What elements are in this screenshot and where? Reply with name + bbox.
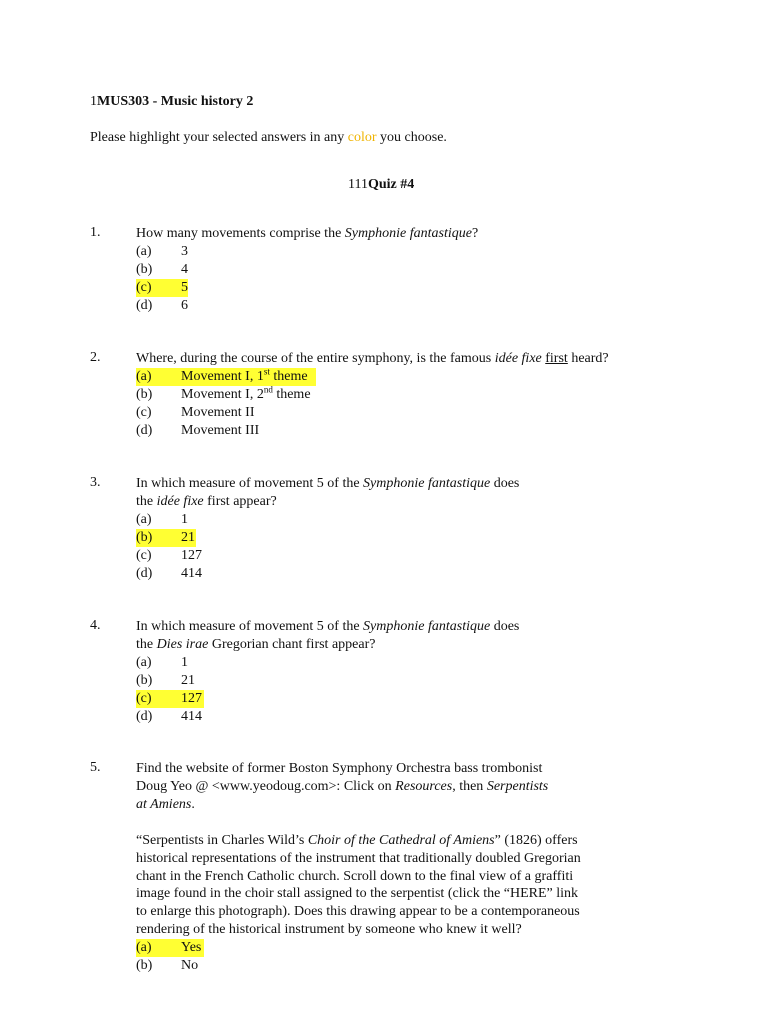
paragraph-line-6: rendering of the historical instrument by someone who knew it well? <box>136 921 522 937</box>
option-d[interactable] <box>136 708 650 726</box>
option-text <box>181 386 311 404</box>
option-text: Movement III <box>181 423 260 438</box>
option-b[interactable] <box>136 672 650 690</box>
option-b[interactable] <box>136 261 650 279</box>
option-letter: (c) <box>136 548 152 563</box>
question-text-part: How many movements comprise the <box>136 226 345 241</box>
course-code-prefix: 1 <box>90 94 97 109</box>
work-title: Symphonie fantastique <box>363 476 491 491</box>
paragraph-line-3: chant in the French Catholic church. Scroll down to the final view of a graffiti <box>136 868 574 884</box>
option-letter: (d) <box>136 709 153 724</box>
option-text: 414 <box>181 709 202 724</box>
question-text-line-1 <box>136 475 650 493</box>
option-a[interactable] <box>136 654 650 672</box>
option-text: Yes <box>181 939 202 955</box>
option-letter: (b) <box>136 673 153 688</box>
work-title: Symphonie fantastique <box>363 619 491 634</box>
option-c-selected[interactable] <box>136 690 204 708</box>
instruction-after: you choose. <box>376 130 447 145</box>
ordinal-suffix: st <box>263 366 270 377</box>
question-text-part: , then <box>452 779 487 794</box>
option-text: No <box>181 957 199 973</box>
option-letter: (a) <box>136 369 152 384</box>
question-1 <box>90 225 650 315</box>
option-d[interactable] <box>136 297 650 315</box>
option-c[interactable] <box>136 547 650 565</box>
option-text: 127 <box>181 548 202 563</box>
course-title <box>90 94 253 110</box>
paragraph-line-4: image found in the choir stall assigned to the serpentist (click the “HERE” link <box>136 886 579 902</box>
option-letter: (b) <box>136 957 153 973</box>
option-letter: (d) <box>136 298 153 313</box>
option-letter: (a) <box>136 939 152 955</box>
question-text-part: Gregorian chant first appear? <box>208 637 376 652</box>
option-a-selected[interactable] <box>136 939 204 957</box>
option-text: 21 <box>181 673 195 688</box>
option-b[interactable] <box>136 386 650 404</box>
question-text-part: In which measure of movement 5 of the <box>136 619 364 634</box>
question-text-part: Doug Yeo @ <www.yeodoug.com>: Click on <box>136 779 396 794</box>
option-text-after: theme <box>269 369 308 384</box>
instruction-before: Please highlight your selected answers in any <box>90 130 348 145</box>
idee-fixe-term: idée fixe <box>494 351 542 366</box>
question-5 <box>90 760 650 975</box>
paragraph-line-1 <box>136 832 650 850</box>
course-title-text: MUS303 - Music history 2 <box>97 94 254 109</box>
option-c-selected[interactable] <box>136 279 188 297</box>
option-letter: (b) <box>136 530 153 545</box>
option-text-after: theme <box>272 387 311 402</box>
option-a-selected[interactable] <box>136 368 316 386</box>
option-text: 6 <box>181 298 188 313</box>
question-text-part: first appear? <box>203 494 277 509</box>
question-text-part: does <box>490 476 520 491</box>
option-letter: (a) <box>136 512 152 527</box>
question-text-part: . <box>191 797 195 812</box>
option-letter: (c) <box>136 280 152 295</box>
paragraph-text-part: ” (1826) offers <box>494 833 578 848</box>
option-b-selected[interactable] <box>136 529 196 547</box>
option-d[interactable] <box>136 565 650 583</box>
emphasis-first: first <box>545 351 568 366</box>
option-letter: (a) <box>136 655 152 670</box>
option-letter: (d) <box>136 423 153 438</box>
option-letter: (b) <box>136 387 153 402</box>
question-number: 3. <box>90 475 101 490</box>
option-text: 3 <box>181 244 188 259</box>
question-3 <box>90 475 650 583</box>
option-text: 4 <box>181 262 188 277</box>
question-text-line-1: Find the website of former Boston Symphony Orchestra bass trombonist <box>136 761 543 776</box>
question-text-line-3 <box>136 796 650 814</box>
option-text: 127 <box>181 691 202 706</box>
question-paragraph <box>136 832 650 939</box>
quiz-heading <box>348 177 414 193</box>
option-letter: (d) <box>136 566 153 581</box>
option-text-main: Movement I, 2 <box>181 387 264 402</box>
quiz-prefix: 111 <box>348 177 368 192</box>
question-text-part: does <box>490 619 520 634</box>
question-text-part: In which measure of movement 5 of the <box>136 476 364 491</box>
work-title: Symphonie fantastique <box>344 226 472 241</box>
option-text: 1 <box>181 512 188 527</box>
idee-fixe-term: idée fixe <box>156 494 204 509</box>
paragraph-line-2: historical representations of the instrument that traditionally doubled Gregorian <box>136 850 581 866</box>
instruction-color-word: color <box>347 130 377 145</box>
dies-irae-term: Dies irae <box>156 637 209 652</box>
question-number: 5. <box>90 760 101 775</box>
paragraph-text-part: “Serpentists in Charles Wild’s <box>136 833 308 848</box>
option-d[interactable] <box>136 422 650 440</box>
option-letter: (a) <box>136 244 152 259</box>
resources-link-text: Resources <box>395 779 453 794</box>
option-a[interactable] <box>136 243 650 261</box>
question-text-part: the <box>136 637 157 652</box>
question-text <box>136 225 650 243</box>
question-4 <box>90 618 650 726</box>
question-text-part: ? <box>471 226 479 241</box>
serpentists-link-text: Serpentists <box>486 779 549 794</box>
option-text <box>181 368 308 386</box>
option-text: 1 <box>181 655 188 670</box>
option-b[interactable] <box>136 957 650 975</box>
question-text-part: Where, during the course of the entire symphony, is the famous <box>136 351 495 366</box>
question-text-line-1 <box>136 618 650 636</box>
question-text <box>136 350 650 368</box>
option-letter: (c) <box>136 405 152 420</box>
question-number: 4. <box>90 618 101 633</box>
question-text-line-2 <box>136 636 650 654</box>
option-text: 5 <box>181 280 188 295</box>
paragraph-line-5: to enlarge this photograph). Does this drawing appear to be a contemporaneous <box>136 904 580 920</box>
option-text: 21 <box>181 530 195 545</box>
option-letter: (b) <box>136 262 153 277</box>
option-text: Movement II <box>181 405 255 420</box>
question-number: 2. <box>90 350 101 365</box>
option-a[interactable] <box>136 511 650 529</box>
option-text-main: Movement I, 1 <box>181 369 264 384</box>
question-text-line-2 <box>136 493 650 511</box>
quiz-title: Quiz #4 <box>367 177 415 192</box>
option-c[interactable] <box>136 404 650 422</box>
question-text-part: heard? <box>567 351 609 366</box>
question-text-part: the <box>136 494 157 509</box>
option-letter: (c) <box>136 691 152 706</box>
instructions <box>90 130 447 146</box>
question-number: 1. <box>90 225 101 240</box>
question-2 <box>90 350 650 440</box>
option-text: 414 <box>181 566 202 581</box>
ordinal-suffix: nd <box>263 384 273 395</box>
question-text-line-2 <box>136 778 650 796</box>
artwork-title: Choir of the Cathedral of Amiens <box>307 833 495 848</box>
serpentists-link-text-cont: at Amiens <box>136 797 192 812</box>
